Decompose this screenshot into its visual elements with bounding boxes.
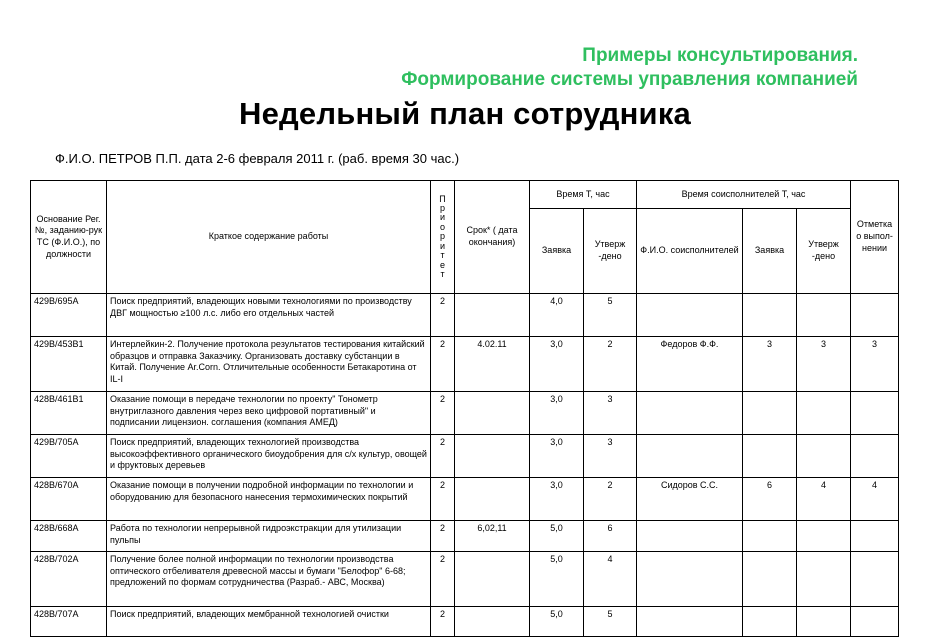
cell-priority: 2 [431,294,455,337]
cell-co-request [743,552,797,607]
cell-content: Работа по технологии непрерывной гидроэкстракции для утилизации пульпы [107,521,431,552]
cell-priority: 2 [431,337,455,392]
table-row [31,435,899,478]
cell-deadline [455,478,530,521]
cell-co-name [637,607,743,637]
cell-co-name [637,552,743,607]
header-co-name: Ф.И.О. соисполнителей [637,209,743,294]
cell-time-request: 3,0 [530,392,584,435]
page-title: Недельный план сотрудника [239,96,691,131]
table-row [31,552,899,607]
cell-content: Оказание помощи в передаче технологии по проекту" Тонометр внутриглазного давления через веко цифровой портативный" и подписании лицензион. соглашения (компания АМЕД) [107,392,431,435]
cell-co-approved [797,392,851,435]
cell-deadline [455,607,530,637]
cell-priority: 2 [431,435,455,478]
cell-basis: 428В/702А [31,552,107,607]
cell-deadline [455,392,530,435]
cell-deadline [455,294,530,337]
cell-co-request [743,607,797,637]
cell-co-name [637,521,743,552]
cell-basis: 429В/453В1 [31,337,107,392]
weekly-plan-table [30,180,899,637]
cell-done [851,435,899,478]
cell-co-approved: 3 [797,337,851,392]
cell-deadline [455,435,530,478]
header-co-group: Время соисполнителей Т, час [637,181,851,209]
cell-priority: 2 [431,392,455,435]
cell-done: 3 [851,337,899,392]
header-deadline: Срок* ( дата окончания) [455,181,530,294]
cell-co-approved [797,294,851,337]
cell-time-approved: 5 [584,294,637,337]
cell-time-approved: 4 [584,552,637,607]
cell-priority: 2 [431,607,455,637]
table-row [31,607,899,637]
cell-basis: 428В/461В1 [31,392,107,435]
cell-co-approved: 4 [797,478,851,521]
cell-time-approved: 2 [584,337,637,392]
cell-co-request [743,435,797,478]
header-time-group: Время Т, час [530,181,637,209]
cell-co-request: 6 [743,478,797,521]
header-content: Краткое содержание работы [107,181,431,294]
cell-priority: 2 [431,478,455,521]
cell-co-approved [797,521,851,552]
cell-priority: 2 [431,552,455,607]
cell-co-approved [797,607,851,637]
cell-co-approved [797,435,851,478]
cell-basis: 428В/668А [31,521,107,552]
cell-time-approved: 3 [584,392,637,435]
table-row [31,392,899,435]
cell-basis: 428В/670А [31,478,107,521]
header-time-request: Заявка [530,209,584,294]
header-done: Отметка о выпол-нении [851,181,899,294]
cell-time-request: 5,0 [530,521,584,552]
cell-co-name [637,392,743,435]
cell-co-request [743,294,797,337]
table-row [31,521,899,552]
header-co-request: Заявка [743,209,797,294]
cell-time-approved: 5 [584,607,637,637]
cell-time-request: 3,0 [530,337,584,392]
cell-time-request: 3,0 [530,478,584,521]
table-row [31,478,899,521]
cell-co-name: Федоров Ф.Ф. [637,337,743,392]
cell-priority: 2 [431,521,455,552]
cell-time-approved: 6 [584,521,637,552]
header-line-1: Примеры консультирования. [582,45,858,66]
cell-content: Поиск предприятий, владеющих новыми технологиями по производству ДВГ мощностью ≥100 л.с. либо его отдельных частей [107,294,431,337]
cell-co-name [637,294,743,337]
cell-co-request [743,521,797,552]
cell-done [851,552,899,607]
header-line-2: Формирование системы управления компанией [401,69,858,90]
header-priority [431,181,455,294]
cell-content: Оказание помощи в получении подробной информации по технологии и оборудованию для безопасного нанесения термохимических покрытий [107,478,431,521]
cell-done [851,294,899,337]
table-row [31,294,899,337]
cell-done [851,521,899,552]
cell-content: Поиск предприятий, владеющих технологией производства высокоэффективного органического биоудобрения для с/х культур, овощей и фруктовых деревьев [107,435,431,478]
table-row [31,337,899,392]
cell-time-approved: 2 [584,478,637,521]
cell-content: Поиск предприятий, владеющих мембранной технологией очистки [107,607,431,637]
cell-co-name [637,435,743,478]
cell-time-request: 4,0 [530,294,584,337]
cell-time-request: 3,0 [530,435,584,478]
cell-co-request: 3 [743,337,797,392]
header-time-approved: Утверж -дено [584,209,637,294]
cell-time-request: 5,0 [530,552,584,607]
cell-done [851,607,899,637]
cell-done [851,392,899,435]
cell-content: Интерлейкин-2. Получение протокола результатов тестирования китайский образцов и отправка Заказчику. Организовать доставку субстанции в Китай. Получение Ar.Corn. Отличительные особенности Бетакаротина от IL-I [107,337,431,392]
cell-basis: 428В/707А [31,607,107,637]
cell-time-approved: 3 [584,435,637,478]
cell-deadline: 4.02.11 [455,337,530,392]
cell-done: 4 [851,478,899,521]
cell-deadline [455,552,530,607]
cell-content: Получение более полной информации по технологии производства оптического отбеливателя древесной массы и бумаги "Белофор" 6-68; предложений по формам сотрудничества (Разраб.- АВС, Москва) [107,552,431,607]
header-co-approved: Утверж -дено [797,209,851,294]
cell-co-request [743,392,797,435]
cell-time-request: 5,0 [530,607,584,637]
cell-basis: 429В/705А [31,435,107,478]
cell-co-approved [797,552,851,607]
cell-co-name: Сидоров С.С. [637,478,743,521]
header-priority-text: П р и о р и т е т [439,193,446,280]
cell-basis: 429В/695А [31,294,107,337]
cell-deadline: 6,02,11 [455,521,530,552]
employee-meta: Ф.И.О. ПЕТРОВ П.П. дата 2-6 февраля 2011 г. (раб. время 30 час.) [55,151,460,166]
header-basis: Основание Рег. №, заданию-рук ТС (Ф.И.О.), по должности [31,181,107,294]
